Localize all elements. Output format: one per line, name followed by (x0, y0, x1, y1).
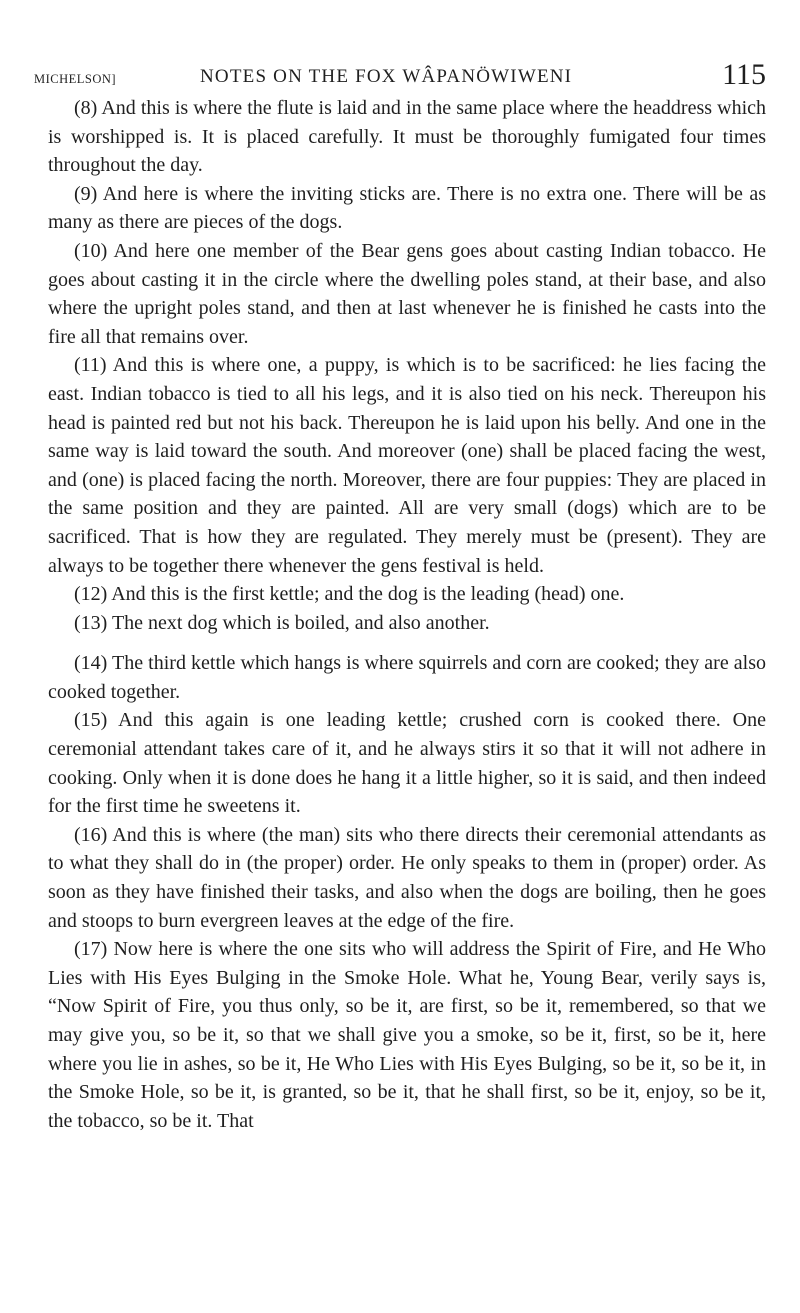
paragraph-14: (14) The third kettle which hangs is where squirrels and corn are cooked; they are also cooked together. (48, 652, 766, 703)
page-header (34, 58, 766, 98)
paragraph-15: (15) And this again is one leading kettle; crushed corn is cooked there. One ceremonial attendant takes care of it, and he always stirs it so that it will not adhere in cooking. Only when it is done does he hang it a little higher, so it is said, and then indeed for the first time he sweetens it. (48, 709, 766, 818)
running-head-author: MICHELSON] (34, 72, 117, 86)
paragraph-9: (9) And here is where the inviting sticks are. There is no extra one. There will be as many as there are pieces of the dogs. (48, 182, 766, 234)
paragraph-17: (17) Now here is where the one sits who will address the Spirit of Fire, and He Who Lies with His Eyes Bulging in the Smoke Hole. What he, Young Bear, verily says is, “Now Spirit of Fire, you thus only, so be it, are first, so be it, remembered, so that we may give you, so be it, so that we shall give you a smoke, so be it, first, so be it, here where you lie in ashes, so be it, He Who Lies with His Eyes Bulging, so be it, so be it, in the Smoke Hole, so be it, is granted, so be it, that he shall first, so be it, enjoy, so be it, the tobacco, so be it. That (48, 938, 766, 1132)
paragraph-10: (10) And here one member of the Bear gens goes about casting Indian tobacco. He goes about casting it in the circle where the dwelling poles stand, at their base, and also where the upright poles stand, and then at last whenever he is finished he casts into the fire all that remains over. (48, 239, 766, 348)
paragraph-12: (12) And this is the first kettle; and the dog is the leading (head) one. (74, 583, 625, 606)
page-number: 115 (722, 58, 766, 91)
paragraph-13: (13) The next dog which is boiled, and also another. (74, 611, 490, 634)
running-head-title: NOTES ON THE FOX WÂPANÖWIWENI (200, 66, 573, 87)
body-text (48, 94, 766, 1135)
paragraph-11: (11) And this is where one, a puppy, is which is to be sacrificed: he lies facing the east. Indian tobacco is tied to all his legs, and it is also tied on his neck. Thereupon his head is painted red but not his back. Thereupon he is laid upon his belly. And one in the same way is laid toward the south. And moreover (one) shall be placed facing the west, and (one) is placed facing the north. Moreover, there are four puppies: They are placed in the same position and they are painted. All are very small (dogs) which are to be sacrificed. That is how they are regulated. They merely must be (present). They are always to be together there whenever the gens festival is held. (48, 354, 766, 577)
paragraph-16: (16) And this is where (the man) sits who there directs their ceremonial attendants as to what they shall do in (the proper) order. He only speaks to them in (proper) order. As soon as they have finished their tasks, and also when the dogs are boiling, then he goes and stoops to burn evergreen leaves at the edge of the fire. (48, 823, 766, 932)
paragraph-8: (8) And this is where the flute is laid and in the same place where the headdress which is worshipped is. It is placed carefully. It must be thoroughly fumigated four times throughout the day. (48, 97, 766, 177)
